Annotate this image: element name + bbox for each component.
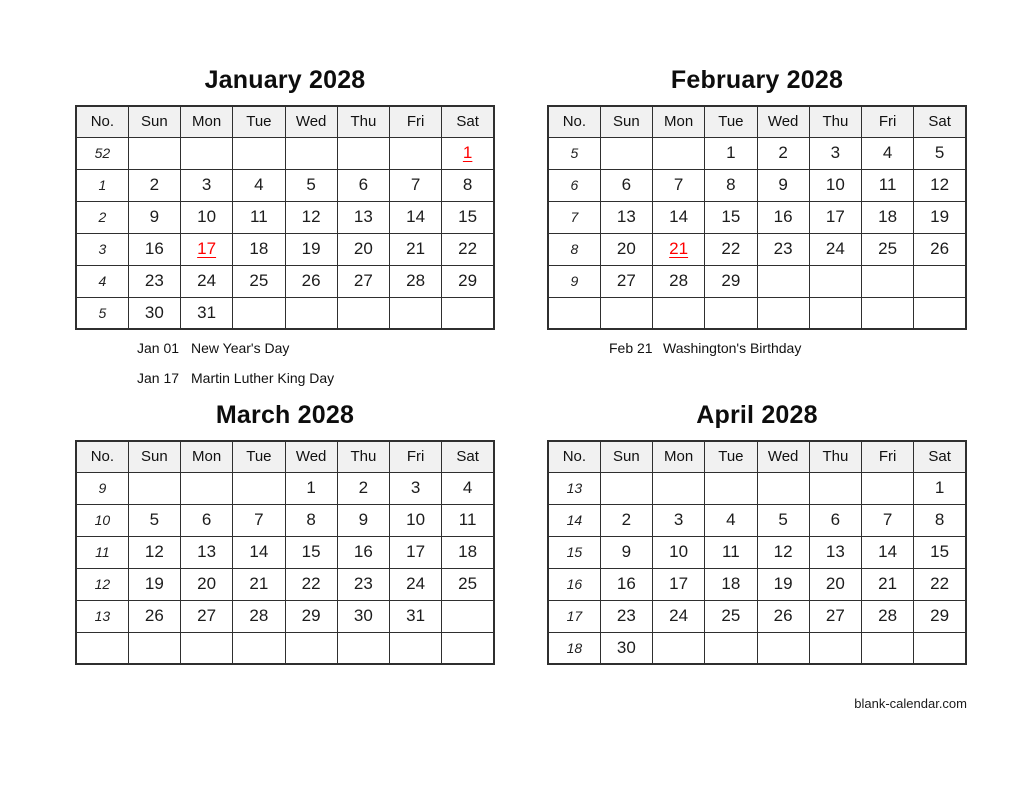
week-number-cell: 10 xyxy=(76,504,128,536)
day-cell: 6 xyxy=(809,504,861,536)
weekday-header-no: No. xyxy=(548,106,600,137)
holiday-name: New Year's Day xyxy=(191,340,290,356)
day-cell: 22 xyxy=(285,568,337,600)
day-cell: 27 xyxy=(181,600,233,632)
weekday-header-thu: Thu xyxy=(337,441,389,472)
calendar-week-row xyxy=(76,233,494,265)
day-cell: 21 xyxy=(390,233,442,265)
weekday-header-fri: Fri xyxy=(862,441,914,472)
weekday-header-mon: Mon xyxy=(653,441,705,472)
day-cell: 12 xyxy=(128,536,180,568)
day-cell: 7 xyxy=(653,169,705,201)
calendar-week-row xyxy=(548,472,966,504)
weekday-header-wed: Wed xyxy=(757,441,809,472)
holiday-date: Feb 21 xyxy=(609,340,653,356)
week-number-cell xyxy=(548,297,600,329)
day-cell: 15 xyxy=(914,536,966,568)
day-cell: 17 xyxy=(809,201,861,233)
day-cell: 27 xyxy=(337,265,389,297)
day-cell xyxy=(653,472,705,504)
day-cell: 30 xyxy=(128,297,180,329)
day-cell: 8 xyxy=(285,504,337,536)
weekday-header-wed: Wed xyxy=(285,106,337,137)
week-number-cell: 16 xyxy=(548,568,600,600)
day-cell: 11 xyxy=(705,536,757,568)
calendar-week-row xyxy=(548,137,966,169)
day-cell: 16 xyxy=(600,568,652,600)
day-cell: 17 xyxy=(653,568,705,600)
day-cell: 18 xyxy=(705,568,757,600)
weekday-header-sat: Sat xyxy=(914,106,966,137)
day-cell xyxy=(653,233,705,265)
calendar-week-row xyxy=(548,297,966,329)
day-cell: 26 xyxy=(285,265,337,297)
day-cell: 4 xyxy=(233,169,285,201)
day-cell xyxy=(757,297,809,329)
calendar-week-row xyxy=(548,632,966,664)
day-cell xyxy=(233,297,285,329)
calendar-week-row xyxy=(548,600,966,632)
week-number-cell: 9 xyxy=(548,265,600,297)
day-cell: 19 xyxy=(285,233,337,265)
day-cell xyxy=(181,137,233,169)
day-cell: 25 xyxy=(705,600,757,632)
holiday-date: Jan 17 xyxy=(137,370,180,386)
day-cell: 22 xyxy=(914,568,966,600)
day-cell xyxy=(809,632,861,664)
day-cell: 1 xyxy=(705,137,757,169)
day-cell xyxy=(862,632,914,664)
day-cell: 28 xyxy=(653,265,705,297)
day-cell: 23 xyxy=(600,600,652,632)
calendar-week-row xyxy=(76,568,494,600)
day-cell: 27 xyxy=(600,265,652,297)
day-cell xyxy=(181,472,233,504)
day-cell: 4 xyxy=(862,137,914,169)
weekday-header-sun: Sun xyxy=(128,441,180,472)
day-cell xyxy=(600,472,652,504)
weekday-header-fri: Fri xyxy=(390,106,442,137)
day-cell xyxy=(390,632,442,664)
day-cell: 28 xyxy=(862,600,914,632)
day-cell: 11 xyxy=(862,169,914,201)
day-cell xyxy=(337,297,389,329)
weekday-header-sun: Sun xyxy=(600,106,652,137)
weekday-header-no: No. xyxy=(76,441,128,472)
holiday-name: Martin Luther King Day xyxy=(191,370,335,386)
day-cell: 15 xyxy=(705,201,757,233)
day-cell: 8 xyxy=(442,169,494,201)
calendar-week-row xyxy=(548,568,966,600)
calendar-title-february: February 2028 xyxy=(670,66,844,94)
calendar-title-march: March 2028 xyxy=(215,401,355,429)
calendar-week-row xyxy=(76,201,494,233)
day-cell xyxy=(653,632,705,664)
day-cell xyxy=(442,297,494,329)
day-cell xyxy=(442,600,494,632)
week-number-cell: 52 xyxy=(76,137,128,169)
weekday-header-fri: Fri xyxy=(390,441,442,472)
calendar-table-april xyxy=(547,440,967,665)
day-cell xyxy=(914,297,966,329)
day-cell: 6 xyxy=(600,169,652,201)
calendar-week-row xyxy=(76,632,494,664)
weekday-header-tue: Tue xyxy=(705,106,757,137)
calendar-week-row xyxy=(76,297,494,329)
day-cell: 7 xyxy=(862,504,914,536)
day-cell: 20 xyxy=(600,233,652,265)
calendar-week-row xyxy=(548,504,966,536)
day-cell: 27 xyxy=(809,600,861,632)
week-number-cell: 5 xyxy=(76,297,128,329)
week-number-cell: 14 xyxy=(548,504,600,536)
calendar-week-row xyxy=(548,201,966,233)
day-cell: 31 xyxy=(390,600,442,632)
week-number-cell: 5 xyxy=(548,137,600,169)
day-cell xyxy=(128,632,180,664)
day-cell: 12 xyxy=(285,201,337,233)
day-cell: 2 xyxy=(757,137,809,169)
day-cell: 18 xyxy=(442,536,494,568)
day-cell: 21 xyxy=(862,568,914,600)
day-cell: 11 xyxy=(233,201,285,233)
day-cell xyxy=(809,472,861,504)
weekday-header-thu: Thu xyxy=(337,106,389,137)
weekday-header-thu: Thu xyxy=(809,106,861,137)
calendar-week-row xyxy=(76,265,494,297)
day-cell xyxy=(862,297,914,329)
weekday-header-row xyxy=(548,441,966,472)
day-cell: 22 xyxy=(442,233,494,265)
day-cell xyxy=(285,632,337,664)
day-cell xyxy=(128,137,180,169)
week-number-cell: 2 xyxy=(76,201,128,233)
day-cell: 24 xyxy=(181,265,233,297)
day-cell: 3 xyxy=(390,472,442,504)
week-number-cell: 6 xyxy=(548,169,600,201)
day-cell: 20 xyxy=(181,568,233,600)
day-cell: 14 xyxy=(862,536,914,568)
day-cell: 13 xyxy=(181,536,233,568)
day-cell: 2 xyxy=(337,472,389,504)
week-number-cell: 8 xyxy=(548,233,600,265)
day-cell: 5 xyxy=(914,137,966,169)
day-cell: 29 xyxy=(285,600,337,632)
highlighted-day: 1 xyxy=(462,143,473,162)
day-cell: 11 xyxy=(442,504,494,536)
day-cell: 7 xyxy=(390,169,442,201)
week-number-cell: 18 xyxy=(548,632,600,664)
day-cell: 16 xyxy=(757,201,809,233)
week-number-cell: 7 xyxy=(548,201,600,233)
day-cell: 28 xyxy=(233,600,285,632)
day-cell: 16 xyxy=(337,536,389,568)
weekday-header-row xyxy=(76,106,494,137)
day-cell: 10 xyxy=(653,536,705,568)
week-number-cell: 12 xyxy=(76,568,128,600)
day-cell: 8 xyxy=(914,504,966,536)
day-cell: 12 xyxy=(914,169,966,201)
calendar-week-row xyxy=(548,169,966,201)
day-cell xyxy=(653,137,705,169)
day-cell: 29 xyxy=(914,600,966,632)
day-cell: 6 xyxy=(181,504,233,536)
day-cell: 9 xyxy=(337,504,389,536)
day-cell: 31 xyxy=(181,297,233,329)
day-cell: 13 xyxy=(337,201,389,233)
day-cell: 15 xyxy=(285,536,337,568)
day-cell: 29 xyxy=(705,265,757,297)
calendar-week-row xyxy=(76,169,494,201)
holiday-row xyxy=(75,333,495,363)
day-cell xyxy=(809,297,861,329)
day-cell: 20 xyxy=(337,233,389,265)
day-cell xyxy=(809,265,861,297)
day-cell xyxy=(862,472,914,504)
calendar-week-row xyxy=(76,137,494,169)
calendar-week-row xyxy=(548,536,966,568)
calendar-week-row xyxy=(548,233,966,265)
day-cell: 17 xyxy=(390,536,442,568)
calendar-title-april: April 2028 xyxy=(696,401,818,429)
weekday-header-sun: Sun xyxy=(128,106,180,137)
day-cell xyxy=(442,632,494,664)
day-cell: 1 xyxy=(285,472,337,504)
day-cell: 4 xyxy=(705,504,757,536)
day-cell: 10 xyxy=(809,169,861,201)
weekday-header-fri: Fri xyxy=(862,106,914,137)
day-cell: 9 xyxy=(600,536,652,568)
day-cell: 23 xyxy=(757,233,809,265)
calendar-april-2028 xyxy=(547,393,967,668)
day-cell: 2 xyxy=(128,169,180,201)
day-cell: 19 xyxy=(914,201,966,233)
day-cell: 24 xyxy=(390,568,442,600)
day-cell: 26 xyxy=(914,233,966,265)
day-cell: 23 xyxy=(337,568,389,600)
day-cell: 18 xyxy=(233,233,285,265)
day-cell xyxy=(705,472,757,504)
calendar-march-2028 xyxy=(75,393,495,668)
day-cell: 10 xyxy=(390,504,442,536)
calendar-january-2028 xyxy=(75,58,495,393)
week-number-cell: 1 xyxy=(76,169,128,201)
day-cell: 30 xyxy=(600,632,652,664)
day-cell: 13 xyxy=(600,201,652,233)
day-cell: 2 xyxy=(600,504,652,536)
day-cell xyxy=(442,137,494,169)
day-cell xyxy=(705,297,757,329)
calendar-title-january: January 2028 xyxy=(204,66,366,94)
day-cell: 7 xyxy=(233,504,285,536)
day-cell: 29 xyxy=(442,265,494,297)
day-cell: 25 xyxy=(233,265,285,297)
weekday-header-wed: Wed xyxy=(757,106,809,137)
week-number-cell: 13 xyxy=(76,600,128,632)
day-cell xyxy=(233,632,285,664)
calendar-february-2028 xyxy=(547,58,967,363)
calendar-week-row xyxy=(76,504,494,536)
day-cell: 8 xyxy=(705,169,757,201)
day-cell: 1 xyxy=(914,472,966,504)
day-cell: 6 xyxy=(337,169,389,201)
day-cell xyxy=(233,137,285,169)
day-cell: 28 xyxy=(390,265,442,297)
day-cell: 10 xyxy=(181,201,233,233)
day-cell: 20 xyxy=(809,568,861,600)
day-cell xyxy=(757,472,809,504)
calendar-table-february xyxy=(547,105,967,330)
weekday-header-no: No. xyxy=(76,106,128,137)
day-cell: 30 xyxy=(337,600,389,632)
weekday-header-tue: Tue xyxy=(705,441,757,472)
week-number-cell: 13 xyxy=(548,472,600,504)
day-cell: 3 xyxy=(181,169,233,201)
day-cell: 26 xyxy=(128,600,180,632)
day-cell: 24 xyxy=(653,600,705,632)
holiday-date: Jan 01 xyxy=(137,340,180,356)
week-number-cell: 17 xyxy=(548,600,600,632)
weekday-header-tue: Tue xyxy=(233,106,285,137)
weekday-header-tue: Tue xyxy=(233,441,285,472)
calendar-week-row xyxy=(548,265,966,297)
day-cell: 24 xyxy=(809,233,861,265)
day-cell: 5 xyxy=(757,504,809,536)
calendar-week-row xyxy=(76,536,494,568)
day-cell: 19 xyxy=(128,568,180,600)
day-cell xyxy=(181,233,233,265)
day-cell xyxy=(914,265,966,297)
week-number-cell: 11 xyxy=(76,536,128,568)
day-cell: 9 xyxy=(128,201,180,233)
day-cell xyxy=(757,265,809,297)
day-cell: 16 xyxy=(128,233,180,265)
day-cell: 14 xyxy=(233,536,285,568)
day-cell: 15 xyxy=(442,201,494,233)
calendar-week-row xyxy=(76,472,494,504)
day-cell: 5 xyxy=(128,504,180,536)
day-cell: 19 xyxy=(757,568,809,600)
weekday-header-thu: Thu xyxy=(809,441,861,472)
day-cell xyxy=(653,297,705,329)
weekday-header-row xyxy=(76,441,494,472)
day-cell xyxy=(390,137,442,169)
calendar-week-row xyxy=(76,600,494,632)
weekday-header-sat: Sat xyxy=(442,441,494,472)
day-cell xyxy=(705,632,757,664)
weekday-header-mon: Mon xyxy=(653,106,705,137)
day-cell: 9 xyxy=(757,169,809,201)
highlighted-day: 17 xyxy=(197,239,217,258)
weekday-header-wed: Wed xyxy=(285,441,337,472)
day-cell: 18 xyxy=(862,201,914,233)
highlighted-day: 21 xyxy=(669,239,689,258)
weekday-header-no: No. xyxy=(548,441,600,472)
day-cell xyxy=(862,265,914,297)
holiday-row xyxy=(547,333,967,363)
day-cell: 3 xyxy=(653,504,705,536)
day-cell: 25 xyxy=(442,568,494,600)
day-cell xyxy=(285,137,337,169)
holiday-list-february xyxy=(547,333,967,363)
day-cell xyxy=(337,137,389,169)
day-cell xyxy=(233,472,285,504)
week-number-cell: 4 xyxy=(76,265,128,297)
holiday-name: Washington's Birthday xyxy=(663,340,802,356)
day-cell xyxy=(600,137,652,169)
day-cell: 12 xyxy=(757,536,809,568)
day-cell: 26 xyxy=(757,600,809,632)
weekday-header-mon: Mon xyxy=(181,441,233,472)
day-cell: 13 xyxy=(809,536,861,568)
day-cell xyxy=(181,632,233,664)
week-number-cell: 3 xyxy=(76,233,128,265)
site-credit: blank-calendar.com xyxy=(854,696,967,711)
day-cell xyxy=(757,632,809,664)
weekday-header-row xyxy=(548,106,966,137)
holiday-row xyxy=(75,363,495,393)
weekday-header-sat: Sat xyxy=(914,441,966,472)
week-number-cell: 9 xyxy=(76,472,128,504)
week-number-cell: 15 xyxy=(548,536,600,568)
day-cell xyxy=(914,632,966,664)
calendar-table-january xyxy=(75,105,495,330)
day-cell: 21 xyxy=(233,568,285,600)
day-cell: 14 xyxy=(653,201,705,233)
day-cell: 23 xyxy=(128,265,180,297)
day-cell: 25 xyxy=(862,233,914,265)
weekday-header-sat: Sat xyxy=(442,106,494,137)
day-cell: 14 xyxy=(390,201,442,233)
holiday-list-january xyxy=(75,333,495,393)
weekday-header-mon: Mon xyxy=(181,106,233,137)
day-cell xyxy=(337,632,389,664)
week-number-cell xyxy=(76,632,128,664)
day-cell xyxy=(128,472,180,504)
day-cell xyxy=(390,297,442,329)
day-cell xyxy=(285,297,337,329)
day-cell: 5 xyxy=(285,169,337,201)
day-cell: 22 xyxy=(705,233,757,265)
day-cell xyxy=(600,297,652,329)
weekday-header-sun: Sun xyxy=(600,441,652,472)
day-cell: 3 xyxy=(809,137,861,169)
calendar-table-march xyxy=(75,440,495,665)
day-cell: 4 xyxy=(442,472,494,504)
